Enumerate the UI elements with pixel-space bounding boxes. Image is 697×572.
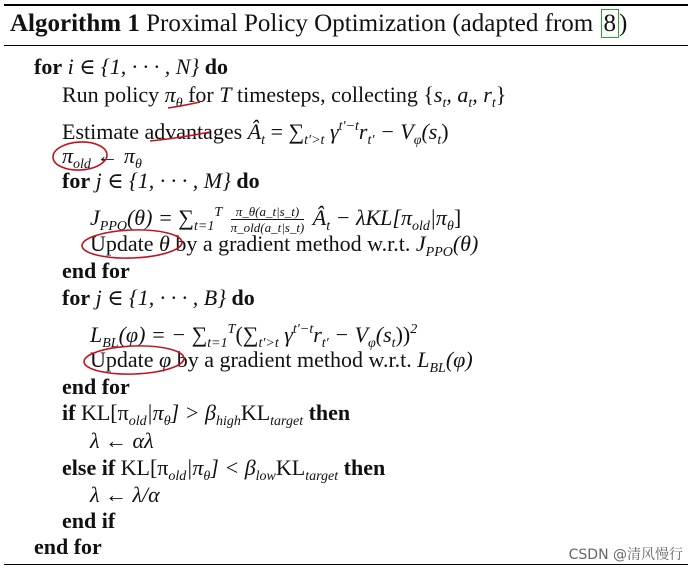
math-V: − V (379, 119, 414, 144)
math-arg: (φ) (445, 347, 473, 372)
math-r: , r (472, 82, 492, 107)
math-brace: } (495, 82, 507, 107)
keyword-end-for: end for (34, 534, 102, 559)
line-lambda-decrease (90, 482, 160, 508)
text: Run policy (62, 82, 160, 107)
citation-link[interactable]: 8 (601, 9, 620, 38)
math-kl-mid: |π (186, 455, 204, 480)
math-sub: θ (203, 469, 211, 484)
math-paren: ) (441, 119, 449, 144)
line-update-theta (90, 231, 478, 266)
math-s: s (433, 82, 443, 107)
math-pi: π (164, 82, 176, 107)
math-square: 2 (410, 322, 418, 337)
math-kl: KL[π (80, 400, 129, 425)
text: Estimate advantages (62, 119, 243, 144)
algorithm-label: Algorithm 1 (10, 10, 140, 37)
math-sub: φ (368, 336, 376, 351)
math-sub: t′>t (304, 133, 325, 148)
math-V: − V (334, 322, 369, 347)
fraction-numerator: π_θ(a_t|s_t) (231, 204, 305, 220)
math-compare: ] > β (170, 400, 216, 425)
math-J: J (415, 231, 426, 256)
math-kl-mid: |π (429, 205, 447, 230)
text: for (188, 82, 214, 107)
math-J: J (90, 205, 100, 230)
keyword-end-for: end for (62, 258, 130, 283)
keyword-for: for (34, 54, 63, 79)
math-L: L (417, 347, 430, 372)
math-lambda-update: λ ← λ/α (90, 482, 160, 507)
keyword-else-if: else if (62, 455, 116, 480)
math-gamma: γ (329, 119, 339, 144)
math-sub: BL (429, 361, 446, 376)
math-sub: t=1 (207, 336, 228, 351)
keyword-end-if: end if (62, 508, 116, 533)
top-rule (4, 4, 688, 6)
text: by a gradient method w.r.t. (175, 231, 411, 256)
algorithm-title-text: Proximal Policy Optimization (adapted from (146, 10, 594, 37)
math-lambda-update: λ ← αλ (90, 428, 154, 453)
line-for-i (34, 54, 228, 80)
math-sub: PPO (425, 245, 453, 260)
math-sub: PPO (99, 219, 127, 234)
title-rule (4, 45, 688, 46)
math-a: , a (446, 82, 469, 107)
math-sub: high (215, 414, 241, 429)
math-arg: (s (421, 119, 438, 144)
math-sup: t′−t (292, 322, 314, 337)
math-T: T (219, 82, 232, 107)
math-r: r (358, 119, 368, 144)
math-kl: KL[π (120, 455, 169, 480)
math-theta: θ (159, 231, 170, 256)
line-for-j-M (62, 168, 260, 194)
math-sub: target (270, 414, 304, 429)
math-sub: t=1 (193, 219, 215, 234)
keyword-do: do (231, 285, 255, 310)
math-sum: (θ) = ∑ (126, 205, 194, 230)
text: by a gradient method w.r.t. (176, 347, 412, 372)
keyword-then: then (308, 400, 351, 425)
math-kl: − λKL[π (335, 205, 412, 230)
math-r: r (313, 322, 322, 347)
fraction-denominator: π_old(a_t|s_t) (230, 220, 305, 236)
algorithm-title (10, 10, 627, 38)
csdn-watermark: CSDN @清风慢行 (568, 547, 683, 563)
text: Update (90, 347, 154, 372)
math-sub: t (468, 96, 473, 111)
loop-range-i: i ∈ {1, · · · , N} (67, 54, 200, 79)
keyword-if: if (62, 400, 76, 425)
math-sup: T (214, 205, 223, 220)
math-bracket: ] (453, 205, 462, 230)
bottom-rule (4, 564, 688, 565)
math-compare: ] < β (210, 455, 256, 480)
math-sub: old (73, 157, 91, 172)
line-end-for-1 (62, 258, 130, 284)
math-kl: KL (240, 400, 271, 425)
line-for-j-B (62, 285, 255, 311)
math-sub: t (261, 133, 266, 148)
line-lambda-increase (90, 428, 154, 454)
math-inner-sum: (∑ (235, 322, 259, 347)
math-assign: ← π (96, 143, 135, 168)
math-kl-mid: |π (146, 400, 164, 425)
line-end-for-2 (62, 374, 130, 400)
loop-range-j: j ∈ {1, · · · , B} (95, 285, 227, 310)
math-sub: old (411, 219, 430, 234)
math-sum: = ∑ (270, 119, 305, 144)
math-sup: t′−t (338, 119, 359, 134)
math-sub: t (391, 336, 396, 351)
keyword-then: then (343, 455, 386, 480)
line-run-policy (62, 82, 506, 117)
math-sub: θ (163, 414, 171, 429)
math-sub: t′>t (258, 336, 279, 351)
math-pi: π (62, 143, 74, 168)
math-sub: old (128, 414, 147, 429)
math-L: L (90, 322, 103, 347)
keyword-do: do (236, 168, 260, 193)
math-sub: t (437, 133, 442, 148)
math-A: Â (247, 119, 262, 144)
line-update-phi (90, 347, 473, 382)
math-sub: t (326, 219, 331, 234)
math-sup: T (227, 322, 236, 337)
keyword-end-for: end for (62, 374, 130, 399)
math-sub: t (491, 96, 496, 111)
math-sub: old (168, 469, 187, 484)
keyword-for: for (62, 285, 91, 310)
math-sub: BL (102, 336, 119, 351)
math-sub: t′ (321, 336, 329, 351)
algorithm-title-end: ) (619, 10, 628, 37)
loop-range-j: j ∈ {1, · · · , M} (95, 168, 231, 193)
math-sub: θ (134, 157, 142, 172)
math-sub: θ (175, 96, 183, 111)
math-paren: )) (395, 322, 411, 347)
text: Update (90, 231, 154, 256)
math-sub: φ (413, 133, 422, 148)
keyword-do: do (204, 54, 229, 79)
line-end-if (62, 508, 115, 534)
math-sub: target (305, 469, 339, 484)
math-sub: θ (446, 219, 454, 234)
math-arg: (θ) (452, 231, 479, 256)
math-phi: φ (159, 347, 172, 372)
text: timesteps, collecting { (237, 82, 434, 107)
math-A: Â (312, 205, 327, 230)
math-gamma: γ (284, 322, 293, 347)
math-kl: KL (275, 455, 306, 480)
line-end-for-3 (34, 534, 102, 560)
math-arg: (s (375, 322, 392, 347)
keyword-for: for (62, 168, 91, 193)
math-sum: (φ) = − ∑ (118, 322, 208, 347)
math-sub: low (255, 469, 276, 484)
math-sub: t′ (367, 133, 375, 148)
math-sub: t (442, 96, 447, 111)
